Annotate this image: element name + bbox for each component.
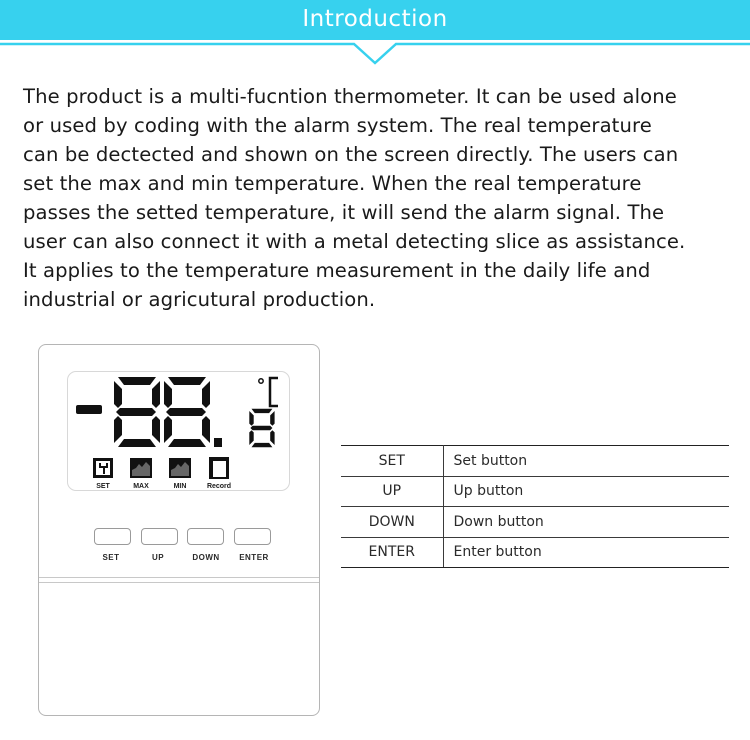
- device-up-button[interactable]: [141, 528, 178, 545]
- page-title: Introduction: [302, 6, 448, 32]
- status-label-max: MAX: [133, 483, 149, 490]
- device-set-label: SET: [102, 553, 120, 562]
- table-cell-key: UP: [341, 476, 443, 507]
- intro-paragraph: The product is a multi-fucntion thermometer. It can be used alone or used by coding with the alarm system. The real temperature can be dectected and shown on the screen directly. The users can set the max and min temperature. When the real temperature passes the setted temperature, it will send the alarm signal. The user can also connect it with a metal detecting slice as assistance. It applies to the temperature measurement in the daily life and industrial or agricutural production.: [23, 85, 686, 311]
- device-divider: [39, 577, 319, 578]
- lcd-celsius-segment: [270, 378, 278, 406]
- lcd-reading-graphic: [68, 372, 291, 492]
- device-down-button[interactable]: [187, 528, 224, 545]
- table-cell-desc: Set button: [443, 446, 729, 477]
- table-cell-key: SET: [341, 446, 443, 477]
- record-icon: [209, 457, 229, 479]
- status-label-set: SET: [96, 483, 110, 490]
- table-row: [341, 507, 729, 538]
- lcd-digit-8b: [164, 377, 210, 447]
- lcd-digit-8a: [114, 377, 160, 447]
- table-row: [341, 476, 729, 507]
- thermometer-device: [38, 344, 320, 716]
- lcd-minus-segment: [76, 405, 102, 414]
- table-row: [341, 537, 729, 568]
- table-cell-key: DOWN: [341, 507, 443, 538]
- table-cell-desc: Enter button: [443, 537, 729, 568]
- table-row: [341, 446, 729, 477]
- status-label-record: Record: [206, 483, 232, 490]
- table-cell-desc: Up button: [443, 476, 729, 507]
- max-icon: [130, 458, 152, 478]
- device-set-button[interactable]: [94, 528, 131, 545]
- lcd-decimal-point: [214, 438, 222, 447]
- lcd-degree-symbol: [259, 379, 263, 383]
- set-icon: [93, 458, 113, 478]
- device-enter-label: ENTER: [239, 553, 269, 562]
- device-down-label: DOWN: [192, 553, 220, 562]
- device-enter-button[interactable]: [234, 528, 271, 545]
- lcd-display: [67, 371, 290, 491]
- table-cell-desc: Down button: [443, 507, 729, 538]
- status-label-min: MIN: [173, 483, 187, 490]
- button-description-table: [341, 445, 729, 568]
- device-divider: [39, 582, 319, 583]
- device-up-label: UP: [151, 553, 165, 562]
- table-cell-key: ENTER: [341, 537, 443, 568]
- lcd-digit-8-small: [249, 409, 274, 448]
- min-icon: [169, 458, 191, 478]
